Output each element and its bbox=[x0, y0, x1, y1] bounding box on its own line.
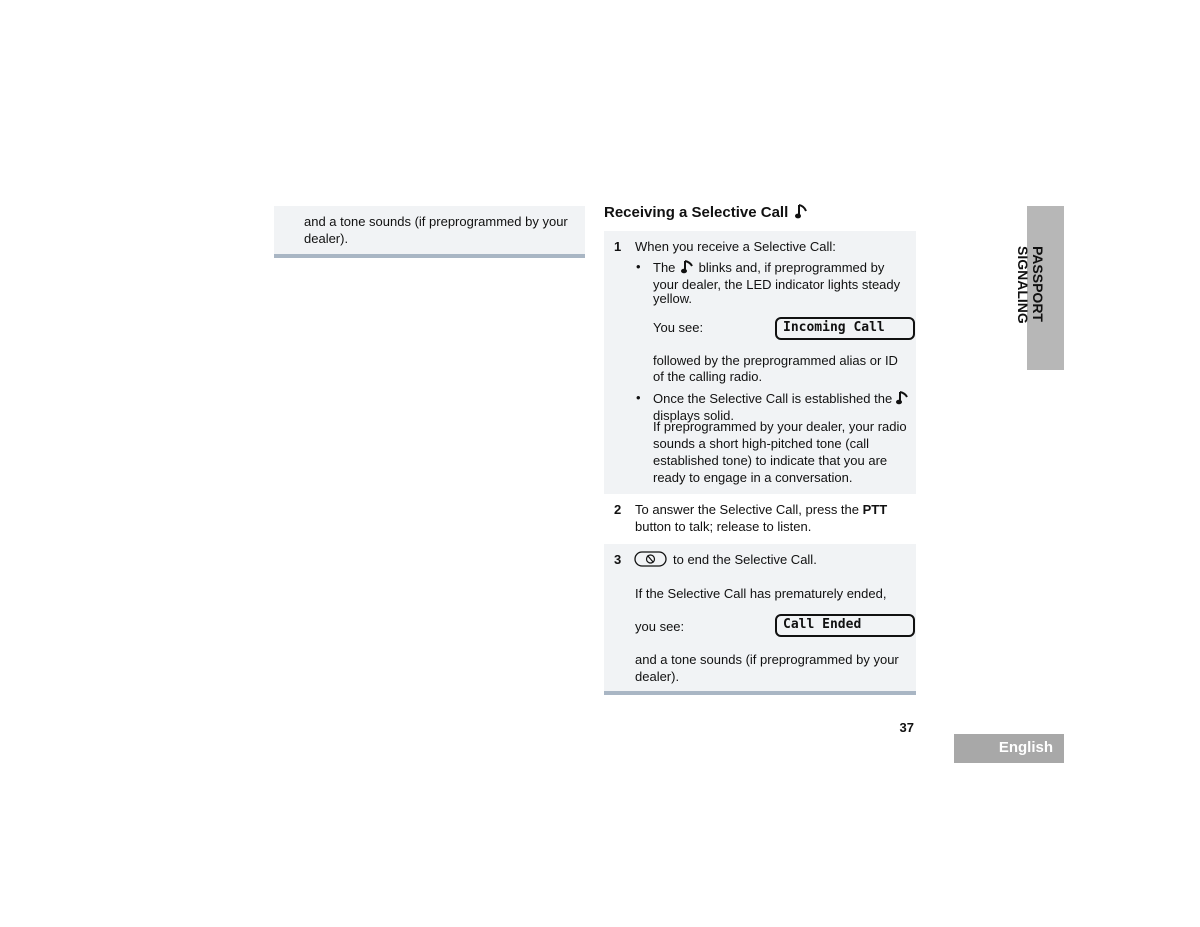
bullet-dot: • bbox=[636, 390, 641, 405]
followed-by-text: followed by the preprogrammed alias or ID of the calling radio. bbox=[653, 353, 898, 384]
tone-text: and a tone sounds (if preprogrammed by your dealer). bbox=[635, 652, 899, 684]
premature-text: If the Selective Call has prematurely ended, bbox=[635, 586, 887, 601]
page-number: 37 bbox=[899, 720, 914, 735]
you-see-label: You see: bbox=[653, 320, 704, 335]
section-title: Receiving a Selective Call bbox=[604, 204, 789, 221]
side-tab-passport-signaling bbox=[1015, 206, 1064, 370]
music-note-icon bbox=[795, 203, 807, 225]
side-tab-line-1: PASSPORT bbox=[1030, 246, 1046, 322]
music-note-icon bbox=[896, 390, 908, 409]
music-note-icon bbox=[681, 259, 693, 278]
bullet-1-pre: The bbox=[653, 260, 676, 275]
end-call-button-icon bbox=[634, 551, 667, 567]
step-2-text-post: button to talk; release to listen. bbox=[635, 519, 812, 534]
bullet-2-pre: Once the Selective Call is established the bbox=[653, 391, 893, 406]
step-2-text bbox=[635, 501, 907, 535]
language-tab: English bbox=[954, 734, 1064, 763]
step-2-number: 2 bbox=[614, 502, 622, 517]
section-heading bbox=[604, 203, 807, 225]
step-1-intro: When you receive a Selective Call: bbox=[635, 239, 836, 254]
step-3-number: 3 bbox=[614, 552, 622, 567]
step-2-text-pre: To answer the Selective Call, press the bbox=[635, 502, 859, 517]
ptt-label: PTT bbox=[862, 502, 888, 517]
incoming-call-display: Incoming Call bbox=[775, 317, 915, 340]
step-3-text: to end the Selective Call. bbox=[673, 552, 817, 567]
bullet-2-post: displays solid. bbox=[653, 408, 734, 423]
you-see-label-2: you see: bbox=[635, 619, 685, 634]
bullet-2-more: If preprogrammed by your dealer, your radio sounds a short high-pitched tone (call established tone) to indicate that you are ready to engage in a conversation. bbox=[653, 419, 907, 485]
step-1-bullet-1 bbox=[653, 259, 911, 306]
call-ended-display: Call Ended bbox=[775, 614, 915, 637]
bullet-1-post: blinks and, if preprogrammed by your dealer, the LED indicator lights steady yellow. bbox=[653, 260, 901, 306]
side-tab-line-2: SIGNALING bbox=[1015, 246, 1031, 324]
left-continuation-text: and a tone sounds (if preprogrammed by your dealer). bbox=[304, 214, 568, 246]
left-column-rule bbox=[274, 254, 585, 258]
bullet-dot: • bbox=[636, 259, 641, 274]
step-1-number: 1 bbox=[614, 239, 622, 254]
step-3-rule bbox=[604, 691, 916, 695]
